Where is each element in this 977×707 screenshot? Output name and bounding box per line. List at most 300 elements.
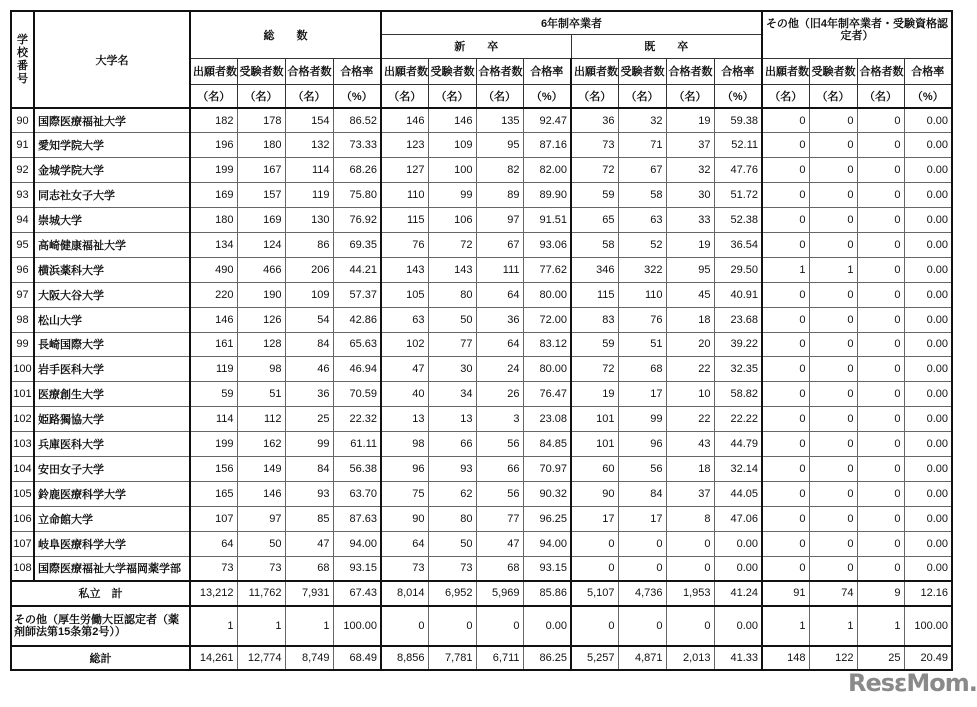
cell-value: 92.47 (523, 108, 571, 133)
cell-value: 73 (571, 133, 618, 158)
cell-value: 98 (237, 357, 285, 382)
cell-value: 83 (571, 307, 618, 332)
cell-value: 0 (762, 506, 809, 531)
cell-value: 0.00 (904, 232, 952, 257)
column-unit: （名） (762, 84, 809, 108)
cell-value: 37 (666, 133, 714, 158)
cell-value: 72 (571, 158, 618, 183)
prev-grad-header: 既 卒 (571, 34, 762, 58)
cell-value: 61.11 (333, 432, 381, 457)
column-unit: （名） (857, 84, 904, 108)
school-no: 91 (11, 133, 34, 158)
cell-value: 199 (190, 432, 237, 457)
cell-value: 36 (476, 307, 523, 332)
univ-name: 大阪大谷大学 (34, 282, 190, 307)
cell-value: 67 (476, 232, 523, 257)
cell-value: 84 (618, 481, 666, 506)
school-no: 97 (11, 282, 34, 307)
cell-value: 80.00 (523, 357, 571, 382)
cell-value: 0 (762, 407, 809, 432)
cell-value: 72 (428, 232, 476, 257)
cell-value: 2,013 (666, 646, 714, 670)
table-row (11, 357, 952, 382)
cell-value: 70.59 (333, 382, 381, 407)
column-label: 合格者数 (285, 58, 333, 84)
school-no: 108 (11, 556, 34, 581)
cell-value: 89 (476, 183, 523, 208)
cell-value: 122 (809, 646, 857, 670)
cell-value: 1 (809, 257, 857, 282)
cell-value: 0 (809, 407, 857, 432)
cell-value: 86.25 (523, 646, 571, 670)
cell-value: 157 (237, 183, 285, 208)
cell-value: 165 (190, 481, 237, 506)
cell-value: 40 (381, 382, 428, 407)
column-label: 受験者数 (809, 58, 857, 84)
cell-value: 0 (809, 481, 857, 506)
cell-value: 196 (190, 133, 237, 158)
cell-value: 1 (762, 257, 809, 282)
cell-value: 76 (618, 307, 666, 332)
cell-value: 4,736 (618, 581, 666, 606)
cell-value: 7,931 (285, 581, 333, 606)
cell-value: 90 (571, 481, 618, 506)
cell-value: 73.33 (333, 133, 381, 158)
cell-value: 466 (237, 257, 285, 282)
cell-value: 87.63 (333, 506, 381, 531)
cell-value: 66 (476, 456, 523, 481)
cell-value: 56 (618, 456, 666, 481)
cell-value: 0.00 (904, 257, 952, 282)
cell-value: 94.00 (333, 531, 381, 556)
cell-value: 51.72 (714, 183, 762, 208)
cell-value: 0 (809, 208, 857, 233)
cell-value: 0.00 (714, 606, 762, 646)
univ-name: 金城学院大学 (34, 158, 190, 183)
cell-value: 1,953 (666, 581, 714, 606)
cell-value: 0 (809, 357, 857, 382)
cell-value: 5,257 (571, 646, 618, 670)
cell-value: 115 (381, 208, 428, 233)
cell-value: 12.16 (904, 581, 952, 606)
cell-value: 57.37 (333, 282, 381, 307)
cell-value: 40.91 (714, 282, 762, 307)
cell-value: 20.49 (904, 646, 952, 670)
cell-value: 13,212 (190, 581, 237, 606)
cell-value: 65.63 (333, 332, 381, 357)
cell-value: 0.00 (904, 183, 952, 208)
cell-value: 0 (857, 531, 904, 556)
univ-name: 鈴鹿医療科学大学 (34, 481, 190, 506)
cell-value: 0 (762, 158, 809, 183)
cell-value: 134 (190, 232, 237, 257)
cell-value: 8,749 (285, 646, 333, 670)
cell-value: 322 (618, 257, 666, 282)
cell-value: 0.00 (904, 531, 952, 556)
column-unit: （%） (333, 84, 381, 108)
cell-value: 20 (666, 332, 714, 357)
column-label: 出願者数 (381, 58, 428, 84)
cell-value: 59 (571, 183, 618, 208)
cell-value: 0 (428, 606, 476, 646)
cell-value: 0 (809, 282, 857, 307)
cell-value: 148 (762, 646, 809, 670)
cell-value: 0 (857, 183, 904, 208)
cell-value: 0 (857, 506, 904, 531)
table-row (11, 506, 952, 531)
cell-value: 11,762 (237, 581, 285, 606)
cell-value: 112 (237, 407, 285, 432)
cell-value: 0 (809, 158, 857, 183)
cell-value: 0 (809, 382, 857, 407)
column-label: 出願者数 (762, 58, 809, 84)
column-unit: （%） (714, 84, 762, 108)
cell-value: 6,952 (428, 581, 476, 606)
cell-value: 101 (571, 407, 618, 432)
cell-value: 58 (571, 232, 618, 257)
cell-value: 0 (762, 382, 809, 407)
cell-value: 26 (476, 382, 523, 407)
table-row (11, 232, 952, 257)
cell-value: 0.00 (904, 282, 952, 307)
other-header: その他（旧4年制卒業者・受験資格認定者） (762, 11, 952, 58)
cell-value: 19 (666, 108, 714, 133)
cell-value: 62 (428, 481, 476, 506)
cell-value: 161 (190, 332, 237, 357)
table-row (11, 133, 952, 158)
cell-value: 114 (285, 158, 333, 183)
cell-value: 52.38 (714, 208, 762, 233)
cell-value: 0 (476, 606, 523, 646)
column-unit: （名） (237, 84, 285, 108)
cell-value: 8 (666, 506, 714, 531)
cell-value: 126 (237, 307, 285, 332)
cell-value: 18 (666, 307, 714, 332)
cell-value: 0 (762, 531, 809, 556)
cell-value: 52 (618, 232, 666, 257)
cell-value: 75 (381, 481, 428, 506)
cell-value: 162 (237, 432, 285, 457)
cell-value: 24 (476, 357, 523, 382)
table-row (11, 481, 952, 506)
cell-value: 93.15 (523, 556, 571, 581)
univ-name: 愛知学院大学 (34, 133, 190, 158)
cell-value: 94.00 (523, 531, 571, 556)
univ-name: 国際医療福祉大学 (34, 108, 190, 133)
cell-value: 36.54 (714, 232, 762, 257)
cell-value: 146 (428, 108, 476, 133)
cell-value: 93.15 (333, 556, 381, 581)
cell-value: 63.70 (333, 481, 381, 506)
cell-value: 0 (809, 307, 857, 332)
cell-value: 90 (381, 506, 428, 531)
school-no: 102 (11, 407, 34, 432)
total-header: 総 数 (190, 11, 381, 58)
table-row (11, 257, 952, 282)
cell-value: 0 (809, 531, 857, 556)
cell-value: 17 (618, 382, 666, 407)
cell-value: 46.94 (333, 357, 381, 382)
exam-results-table (10, 10, 953, 671)
cell-value: 91 (762, 581, 809, 606)
table-row (11, 456, 952, 481)
cell-value: 56.38 (333, 456, 381, 481)
cell-value: 0 (809, 556, 857, 581)
cell-value: 52.11 (714, 133, 762, 158)
cell-value: 0.00 (904, 158, 952, 183)
new-grad-header: 新 卒 (381, 34, 571, 58)
cell-value: 66 (428, 432, 476, 457)
cell-value: 47.76 (714, 158, 762, 183)
univ-name: 高崎健康福祉大学 (34, 232, 190, 257)
summary-row (11, 606, 952, 646)
cell-value: 39.22 (714, 332, 762, 357)
cell-value: 0 (857, 133, 904, 158)
cell-value: 23.68 (714, 307, 762, 332)
cell-value: 1 (190, 606, 237, 646)
column-label: 受験者数 (237, 58, 285, 84)
cell-value: 130 (285, 208, 333, 233)
column-label: 受験者数 (618, 58, 666, 84)
cell-value: 6,711 (476, 646, 523, 670)
cell-value: 45 (666, 282, 714, 307)
cell-value: 22.22 (714, 407, 762, 432)
cell-value: 56 (476, 481, 523, 506)
table-row (11, 556, 952, 581)
cell-value: 34 (428, 382, 476, 407)
cell-value: 83.12 (523, 332, 571, 357)
cell-value: 1 (285, 606, 333, 646)
cell-value: 58 (618, 183, 666, 208)
column-unit: （%） (523, 84, 571, 108)
column-label: 合格率 (904, 58, 952, 84)
cell-value: 73 (428, 556, 476, 581)
cell-value: 143 (428, 257, 476, 282)
cell-value: 30 (428, 357, 476, 382)
cell-value: 128 (237, 332, 285, 357)
school-no: 101 (11, 382, 34, 407)
cell-value: 44.21 (333, 257, 381, 282)
cell-value: 0 (857, 282, 904, 307)
cell-value: 32.14 (714, 456, 762, 481)
cell-value: 0 (666, 606, 714, 646)
cell-value: 111 (476, 257, 523, 282)
cell-value: 56 (476, 432, 523, 457)
column-unit: （名） (809, 84, 857, 108)
cell-value: 0.00 (523, 606, 571, 646)
summary-label: 総計 (11, 646, 190, 670)
cell-value: 0 (762, 456, 809, 481)
school-no-header: 学校番号 (11, 11, 34, 108)
cell-value: 100.00 (333, 606, 381, 646)
cell-value: 0.00 (714, 531, 762, 556)
cell-value: 132 (285, 133, 333, 158)
cell-value: 0.00 (904, 456, 952, 481)
cell-value: 44.79 (714, 432, 762, 457)
cell-value: 0 (857, 407, 904, 432)
cell-value: 60 (571, 456, 618, 481)
cell-value: 0 (809, 432, 857, 457)
cell-value: 36 (571, 108, 618, 133)
cell-value: 0 (666, 556, 714, 581)
column-unit: （名） (666, 84, 714, 108)
table-row (11, 208, 952, 233)
column-unit: （名） (285, 84, 333, 108)
cell-value: 0 (381, 606, 428, 646)
table-row (11, 307, 952, 332)
cell-value: 97 (237, 506, 285, 531)
cell-value: 9 (857, 581, 904, 606)
cell-value: 0.00 (904, 108, 952, 133)
cell-value: 86 (285, 232, 333, 257)
school-no: 106 (11, 506, 34, 531)
cell-value: 0.00 (904, 407, 952, 432)
cell-value: 22 (666, 407, 714, 432)
cell-value: 0 (857, 307, 904, 332)
univ-name: 横浜薬科大学 (34, 257, 190, 282)
cell-value: 96.25 (523, 506, 571, 531)
cell-value: 73 (237, 556, 285, 581)
school-no: 105 (11, 481, 34, 506)
cell-value: 96 (618, 432, 666, 457)
column-unit: （名） (476, 84, 523, 108)
univ-name: 岩手医科大学 (34, 357, 190, 382)
summary-row (11, 646, 952, 670)
column-unit: （名） (618, 84, 666, 108)
resemom-logo: ResεMom. (848, 669, 977, 697)
summary-label: その他（厚生労働大臣認定者（薬剤師法第15条第2号）） (11, 606, 190, 646)
cell-value: 23.08 (523, 407, 571, 432)
cell-value: 68 (476, 556, 523, 581)
cell-value: 180 (190, 208, 237, 233)
cell-value: 0 (571, 531, 618, 556)
cell-value: 0 (809, 506, 857, 531)
cell-value: 47 (476, 531, 523, 556)
univ-name: 医療創生大学 (34, 382, 190, 407)
cell-value: 32 (666, 158, 714, 183)
cell-value: 1 (762, 606, 809, 646)
table-row (11, 432, 952, 457)
cell-value: 33 (666, 208, 714, 233)
cell-value: 154 (285, 108, 333, 133)
univ-name: 姫路獨協大学 (34, 407, 190, 432)
cell-value: 85.86 (523, 581, 571, 606)
cell-value: 90.32 (523, 481, 571, 506)
cell-value: 19 (571, 382, 618, 407)
cell-value: 63 (381, 307, 428, 332)
cell-value: 18 (666, 456, 714, 481)
summary-label: 私立 計 (11, 581, 190, 606)
column-label: 合格者数 (666, 58, 714, 84)
cell-value: 0.00 (714, 556, 762, 581)
cell-value: 41.24 (714, 581, 762, 606)
cell-value: 0 (618, 531, 666, 556)
cell-value: 43 (666, 432, 714, 457)
cell-value: 73 (190, 556, 237, 581)
cell-value: 199 (190, 158, 237, 183)
cell-value: 59.38 (714, 108, 762, 133)
cell-value: 0 (809, 108, 857, 133)
cell-value: 106 (428, 208, 476, 233)
school-no: 95 (11, 232, 34, 257)
cell-value: 109 (428, 133, 476, 158)
cell-value: 0 (762, 282, 809, 307)
cell-value: 70.97 (523, 456, 571, 481)
cell-value: 5,107 (571, 581, 618, 606)
cell-value: 51 (237, 382, 285, 407)
cell-value: 67.43 (333, 581, 381, 606)
cell-value: 25 (285, 407, 333, 432)
table-row (11, 158, 952, 183)
cell-value: 19 (666, 232, 714, 257)
cell-value: 190 (237, 282, 285, 307)
cell-value: 123 (381, 133, 428, 158)
cell-value: 0.00 (904, 332, 952, 357)
cell-value: 69.35 (333, 232, 381, 257)
school-no: 93 (11, 183, 34, 208)
cell-value: 0 (857, 456, 904, 481)
univ-name: 長崎国際大学 (34, 332, 190, 357)
cell-value: 0 (618, 606, 666, 646)
cell-value: 1 (237, 606, 285, 646)
cell-value: 32.35 (714, 357, 762, 382)
cell-value: 109 (285, 282, 333, 307)
cell-value: 96 (381, 456, 428, 481)
cell-value: 65 (571, 208, 618, 233)
cell-value: 71 (618, 133, 666, 158)
cell-value: 0.00 (904, 481, 952, 506)
cell-value: 80 (428, 506, 476, 531)
cell-value: 0.00 (904, 556, 952, 581)
cell-value: 102 (381, 332, 428, 357)
column-label: 出願者数 (571, 58, 618, 84)
cell-value: 5,969 (476, 581, 523, 606)
cell-value: 77 (428, 332, 476, 357)
school-no: 94 (11, 208, 34, 233)
cell-value: 143 (381, 257, 428, 282)
table-row (11, 531, 952, 556)
cell-value: 32 (618, 108, 666, 133)
cell-value: 8,014 (381, 581, 428, 606)
cell-value: 0 (857, 332, 904, 357)
cell-value: 182 (190, 108, 237, 133)
cell-value: 0 (762, 108, 809, 133)
univ-name: 立命館大学 (34, 506, 190, 531)
cell-value: 0.00 (904, 506, 952, 531)
cell-value: 82 (476, 158, 523, 183)
cell-value: 77 (476, 506, 523, 531)
cell-value: 105 (381, 282, 428, 307)
cell-value: 0 (809, 232, 857, 257)
cell-value: 68 (618, 357, 666, 382)
cell-value: 146 (381, 108, 428, 133)
cell-value: 84.85 (523, 432, 571, 457)
cell-value: 13 (428, 407, 476, 432)
cell-value: 107 (190, 506, 237, 531)
cell-value: 50 (428, 307, 476, 332)
cell-value: 59 (190, 382, 237, 407)
cell-value: 110 (618, 282, 666, 307)
cell-value: 85 (285, 506, 333, 531)
cell-value: 63 (618, 208, 666, 233)
cell-value: 25 (857, 646, 904, 670)
column-unit: （名） (381, 84, 428, 108)
column-label: 出願者数 (190, 58, 237, 84)
cell-value: 0.00 (904, 382, 952, 407)
cell-value: 178 (237, 108, 285, 133)
school-no: 103 (11, 432, 34, 457)
cell-value: 76.92 (333, 208, 381, 233)
